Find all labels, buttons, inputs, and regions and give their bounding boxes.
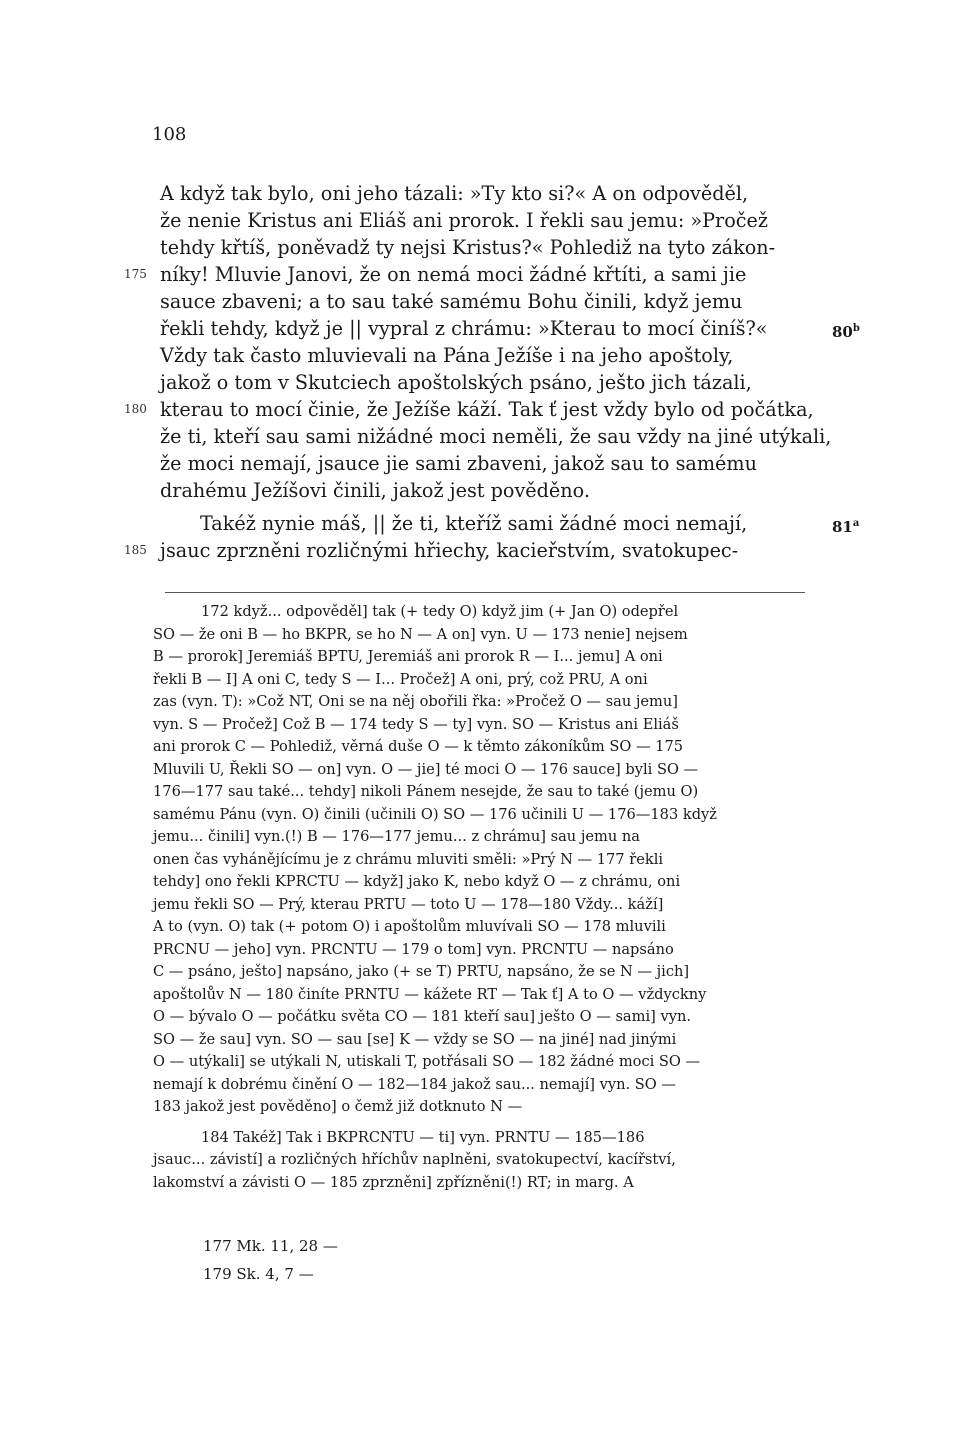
line-text: níky! Mluvie Janovi, že on nemá moci žádné křtíti, a sami jie	[160, 263, 747, 286]
apparatus-line: O — utýkali] se utýkali N, utiskali T, potřásali SO — 182 žádné moci SO —	[153, 1053, 701, 1070]
biblical-references	[203, 1232, 338, 1288]
text-line	[160, 450, 815, 477]
line-text: řekli tehdy, když je || vypral z chrámu: »Kterau to mocí činíš?«	[160, 317, 768, 340]
footnote-rule	[165, 592, 805, 593]
text-line	[160, 234, 815, 261]
line-number: 180	[124, 402, 147, 416]
text-line	[160, 342, 815, 369]
line-text: že moci nemají, jsauce jie sami zbaveni, jakož sau to samému	[160, 452, 757, 475]
line-text: sauce zbaveni; a to sau také samému Bohu činili, když jemu	[160, 290, 743, 313]
text-line	[124, 396, 815, 423]
line-text: jsauc zprzněni rozličnými hřiechy, kacieřstvím, svatokupec-	[160, 539, 739, 562]
apparatus-line: apoštolův N — 180 činíte PRNTU — kážete RT — Tak ť] A to O — vždyckny	[153, 985, 707, 1003]
text-line	[124, 537, 815, 564]
reference-line: 177 Mk. 11, 28 —	[203, 1237, 338, 1255]
line-text: že nenie Kristus ani Eliáš ani prorok. I řekli sau jemu: »Pročež	[160, 209, 768, 232]
text-line	[124, 261, 815, 288]
apparatus-line: ani prorok C — Pohlediž, věrná duše O — k těmto zákoníkům SO — 175	[153, 738, 684, 755]
apparatus-line: Mluvili U, Řekli SO — on] vyn. O — jie] té moci O — 176 sauce] byli SO —	[153, 760, 699, 778]
folio-side: a	[852, 518, 860, 529]
line-text: A když tak bylo, oni jeho tázali: »Ty kto si?« A on odpověděl,	[160, 182, 749, 205]
text-line	[160, 315, 860, 342]
text-line	[160, 180, 815, 207]
reference-line: 179 Sk. 4, 7 —	[203, 1265, 314, 1283]
apparatus-line: 172 když... odpověděl] tak (+ tedy O) když jim (+ Jan O) odepřel	[201, 603, 679, 620]
folio-side: b	[852, 323, 860, 334]
apparatus-line: řekli B — I] A oni C, tedy S — I... Pročež] A oni, prý, což PRU, A oni	[153, 670, 648, 688]
line-number: 175	[124, 267, 147, 281]
line-text: kterau to mocí činie, že Ježíše káží. Tak ť jest vždy bylo od počátka,	[160, 398, 814, 421]
line-text: jakož o tom v Skutciech apoštolských psáno, ješto jich tázali,	[160, 371, 752, 394]
apparatus-line: B — prorok] Jeremiáš BPTU, Jeremiáš ani prorok R — I... jemu] A oni	[153, 648, 663, 665]
apparatus-line: tehdy] ono řekli KPRCTU — když] jako K, nebo když O — z chrámu, oni	[153, 873, 681, 890]
folio-number: 80	[832, 323, 853, 341]
apparatus-line: jemu řekli SO — Prý, kterau PRTU — toto U — 178—180 Vždy... káží]	[153, 895, 664, 913]
critical-apparatus	[153, 601, 808, 1194]
apparatus-line: 184 Takéž] Tak i BKPRCNTU — ti] vyn. PRNTU — 185—186	[201, 1128, 645, 1146]
apparatus-line: onen čas vyháněјícímu je z chrámu mluviti směli: »Prý N — 177 řekli	[153, 850, 664, 868]
folio-marker	[832, 315, 860, 346]
text-line	[160, 423, 832, 450]
text-line	[160, 207, 815, 234]
page-number: 108	[152, 124, 187, 145]
line-text: že ti, kteří sau sami nižádné moci neměli, že sau vždy na jiné utýkali,	[160, 425, 832, 448]
folio-marker	[832, 510, 859, 541]
apparatus-line: SO — že sau] vyn. SO — sau [se] K — vždy se SO — na jiné] nad jinými	[153, 1030, 677, 1048]
apparatus-line: C — psáno, ješto] napsáno, jako (+ se T) PRTU, napsáno, že se N — jich]	[153, 963, 690, 980]
apparatus-line: O — bývalo O — počátku světa CO — 181 kteří sau] ješto O — sami] vyn.	[153, 1008, 691, 1025]
apparatus-line: jemu... činili] vyn.(!) B — 176—177 jemu... z chrámu] sau jemu na	[153, 828, 640, 845]
apparatus-line: samému Pánu (vyn. O) činili (učinili O) SO — 176 učinili U — 176—183 když	[153, 805, 717, 823]
line-text: Takéž nynie máš, || že ti, kteříž sami žádné moci nemají,	[200, 512, 748, 535]
text-line	[160, 510, 860, 537]
folio-number: 81	[832, 518, 853, 536]
main-text	[124, 180, 860, 564]
apparatus-line: lakomství a závisti O — 185 zprzněni] zpřízněni(!) RT; in marg. A	[153, 1173, 634, 1191]
apparatus-line: 183 jakož jest pověděno] o čemž již dotknuto N —	[153, 1098, 523, 1115]
apparatus-line: PRCNU — jeho] vyn. PRCNTU — 179 o tom] vyn. PRCNTU — napsáno	[153, 940, 674, 958]
apparatus-line: nemají k dobrému činění O — 182—184 jakož sau... nemají] vyn. SO —	[153, 1075, 676, 1093]
apparatus-line: SO — že oni B — ho BKPR, se ho N — A on] vyn. U — 173 nenie] nejsem	[153, 625, 688, 643]
text-line	[160, 369, 815, 396]
apparatus-line: jsauc... závistí] a rozličných hříchův naplněni, svatokupectví, kacířství,	[153, 1151, 676, 1168]
line-text: tehdy křtíš, poněvadž ty nejsi Kristus?« Pohlediž na tyto zákon-	[160, 236, 776, 259]
apparatus-line: 176—177 sau také... tehdy] nikoli Pánem nesejde, že sau to také (jemu O)	[153, 783, 699, 800]
text-line	[160, 477, 815, 504]
line-text: drahému Ježíšovi činili, jakož jest pověděno.	[160, 479, 590, 502]
text-line	[160, 288, 815, 315]
apparatus-line: zas (vyn. T): »Což NT, Oni se na něj obořili řka: »Pročež O — sau jemu]	[153, 693, 678, 710]
line-text: Vždy tak často mluvievali na Pána Ježíše i na jeho apoštoly,	[160, 344, 734, 367]
apparatus-line: vyn. S — Pročež] Což B — 174 tedy S — ty] vyn. SO — Kristus ani Eliáš	[153, 715, 679, 733]
line-number: 185	[124, 543, 147, 557]
apparatus-line: A to (vyn. O) tak (+ potom O) i apoštolům mluvívali SO — 178 mluvili	[153, 918, 666, 935]
